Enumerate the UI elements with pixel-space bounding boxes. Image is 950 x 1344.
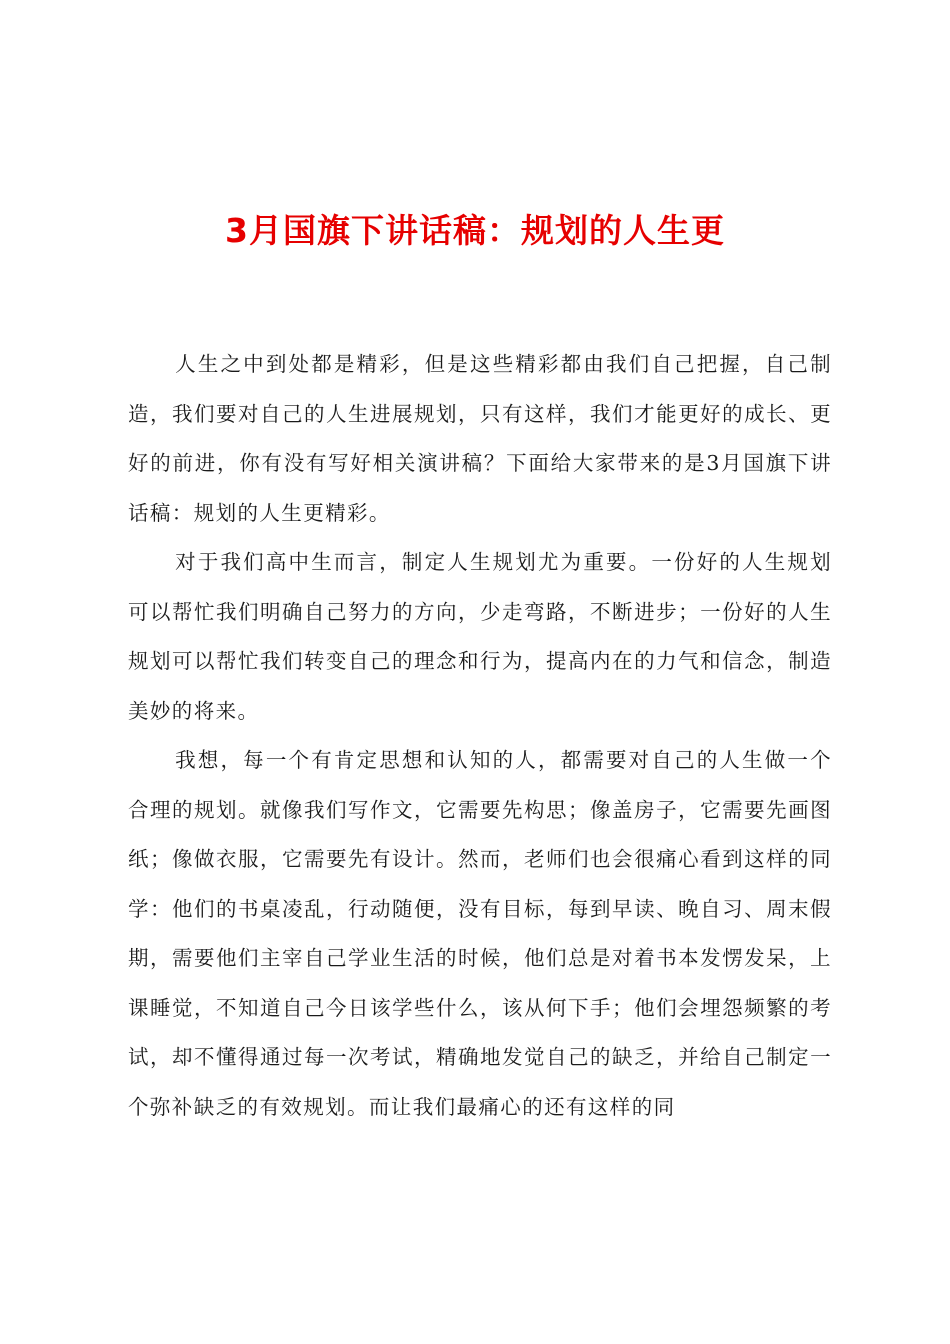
paragraph-3: 我想，每一个有肯定思想和认知的人，都需要对自己的人生做一个合理的规划。就像我们写作文，它需要先构思；像盖房子，它需要先画图纸；像做衣服，它需要先有设计。然而，老师们也会很痛心看到这样的同学：他们的书桌凌乱，行动随便，没有目标，每到早读、晚自习、周末假期，需要他们主宰自己学业生活的时候，他们总是对着书本发愣发呆，上课睡觉，不知道自己今日该学些什么，该从何下手；他们会埋怨频繁的考试，却不懂得通过每一次考试，精确地发觉自己的缺乏，并给自己制定一个弥补缺乏的有效规划。而让我们最痛心的还有这样的同 (128, 748, 832, 1119)
document-body (128, 340, 832, 1132)
paragraph-1: 人生之中到处都是精彩，但是这些精彩都由我们自己把握，自己制造，我们要对自己的人生进展规划，只有这样，我们才能更好的成长、更好的前进，你有没有写好相关演讲稿？下面给大家带来的是3月国旗下讲话稿：规划的人生更精彩。 (128, 352, 832, 525)
paragraph-2: 对于我们高中生而言，制定人生规划尤为重要。一份好的人生规划可以帮忙我们明确自己努力的方向，少走弯路，不断进步；一份好的人生规划可以帮忙我们转变自己的理念和行为，提高内在的力气和信念，制造美妙的将来。 (128, 550, 832, 723)
document-title: 3月国旗下讲话稿：规划的人生更 (225, 211, 725, 250)
